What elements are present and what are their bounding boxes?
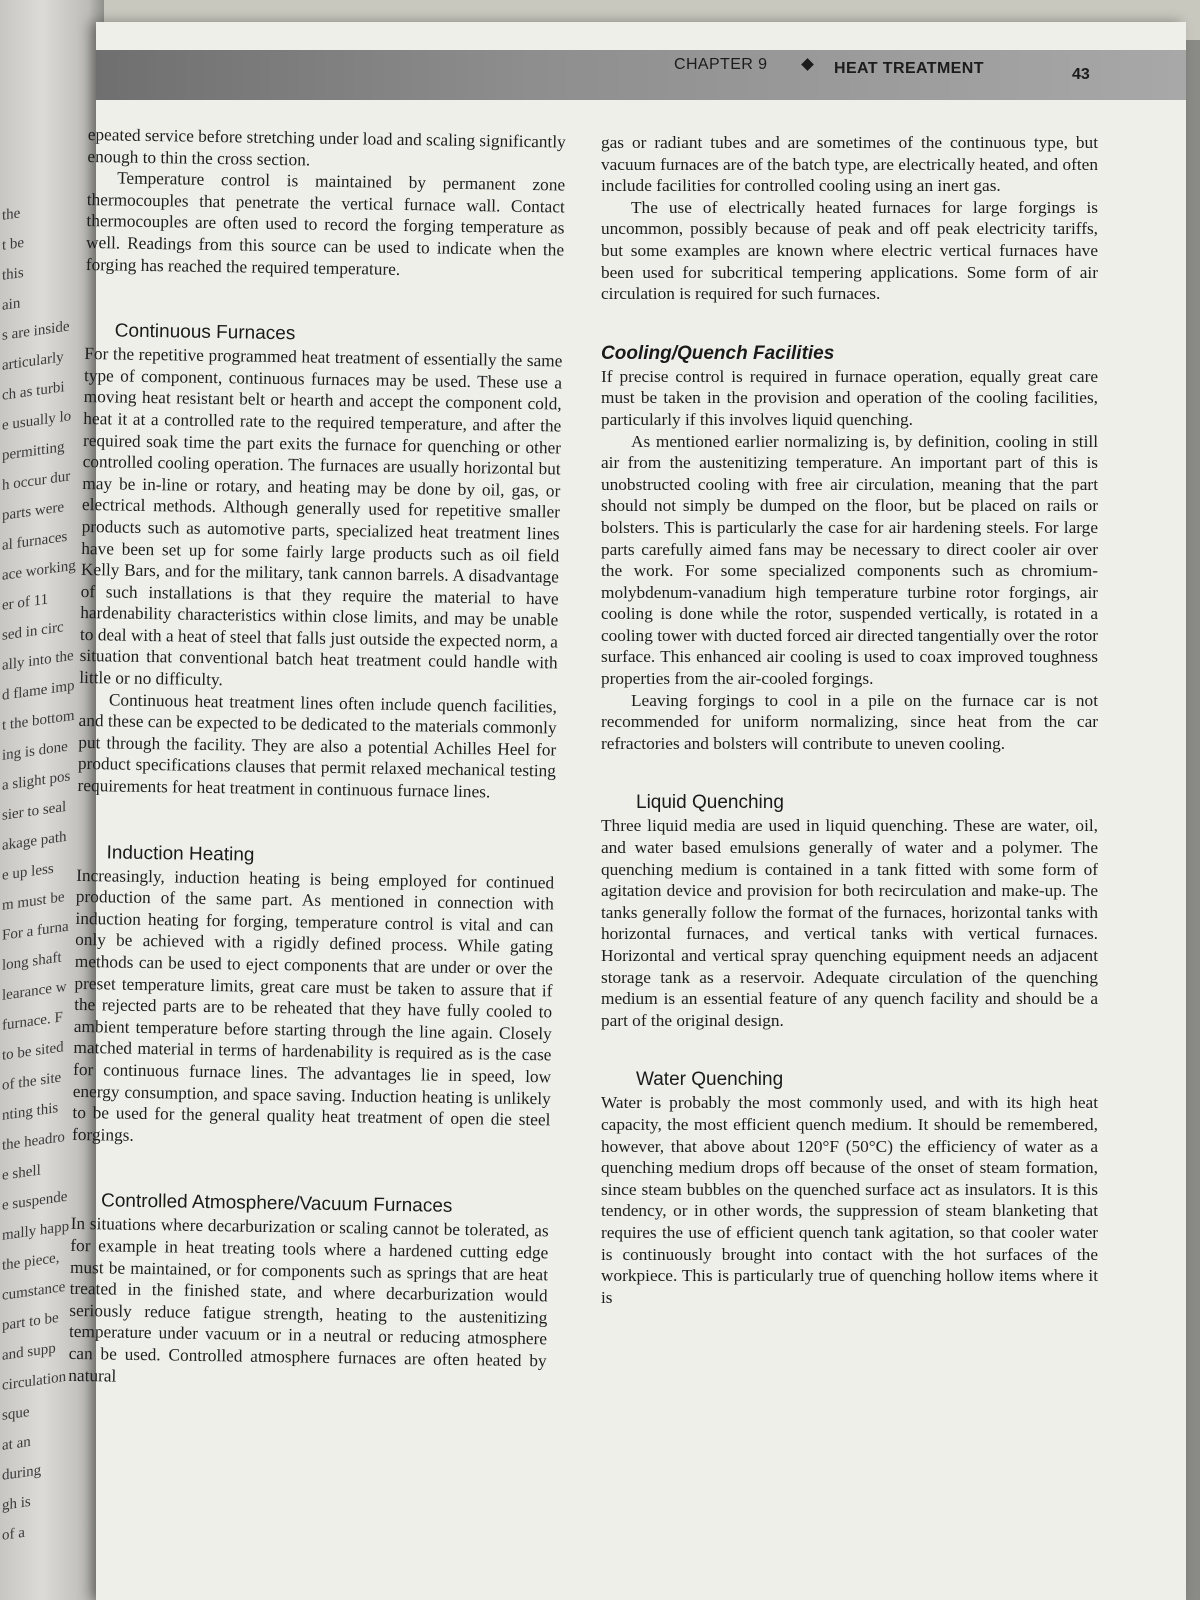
left-page-fragment: parts were — [2, 499, 65, 524]
section-heading-water-quenching: Water Quenching — [636, 1069, 784, 1091]
left-page-fragment: ally into the — [2, 647, 74, 674]
left-page-fragment: akage path — [2, 828, 67, 854]
paragraph: For the repetitive programmed heat treatment of essentially the same type of component, continuous furnaces may be used. These use a moving heat resistant belt or hearth and accept the component cold, heat it at a controlled rate to the required temperature, and after the required soak time the part exits the furnace for quenching or other controlled cooling operation. The furnaces are usually horizontal but may be in-line or rotary, and heating may be done by oil, gas, or electrical methods. Although generally used for repetitive smaller products such as automotive parts, specialized heat treatment lines have been set up for some fairly large products such as oil field Kelly Bars, and for the military, tank cannon barrels. A disadvantage of such installations is that they require the material to have hardenability characteristics within close limits, and may be unable to deal with a heat of steel that falls just outside the expected norm, a situation that conventional batch heat treatment could handle with little or no difficulty. — [79, 344, 563, 690]
section-heading-induction-heating: Induction Heating — [106, 842, 255, 866]
left-page-fragment: sier to seal — [2, 798, 67, 824]
left-page-fragment: h occur dur — [2, 468, 71, 494]
left-page-fragment: learance w — [2, 978, 67, 1004]
left-page-fragment: during — [2, 1462, 42, 1484]
left-page-fragment: gh is — [2, 1493, 31, 1514]
left-page-fragment: this — [2, 264, 24, 284]
left-page-fragment: circulation — [2, 1368, 67, 1394]
running-header-bar — [96, 50, 1186, 100]
left-page-fragment: articularly — [2, 349, 64, 374]
section-heading-continuous-furnaces: Continuous Furnaces — [114, 320, 296, 345]
paragraph: Temperature control is maintained by permanent zone thermocouples that penetrate the vertical furnace wall. Contact thermocouples are often used to record the forging temperature as well. Readings from this source can be used to indicate when the forging has reached the required temperature. — [85, 168, 566, 279]
left-page-fragment: ing is done — [2, 738, 68, 764]
paragraph: The use of electrically heated furnaces for large forgings is uncommon, possibly because of peak and off peak electricity tariffs, but some examples are known where electric vertical furnaces have been used for subcritical tempering applications. Some form of air circulation is required for such furnaces. — [601, 197, 1098, 304]
left-page-fragment: long shaft — [2, 949, 62, 974]
left-page-fragment: ain — [2, 295, 21, 314]
left-page-fragment: er of 11 — [2, 591, 49, 614]
left-page-fragment: sque — [2, 1404, 30, 1424]
left-page-fragment: furnace. F — [2, 1009, 63, 1034]
page-number: 43 — [1072, 66, 1090, 83]
section-heading-controlled-atmosphere: Controlled Atmosphere/Vacuum Furnaces — [100, 1190, 453, 1218]
left-page-fragment: the headro — [2, 1129, 65, 1154]
paragraph: Continuous heat treatment lines often include quench facilities, and these can be expected to be dedicated to the materials commonly put through the facility. They are also a potential Achilles Heel for product specifications clauses that permit relaxed mechanical testing requirements for heat treatment in continuous furnace lines. — [77, 690, 558, 802]
left-page-fragment: at an — [2, 1433, 31, 1454]
left-page-fragment: t be — [2, 234, 25, 254]
left-page-fragment: For a furna — [2, 918, 69, 944]
paragraph: Water is probably the most commonly used, and with its high heat capacity, the most efficient quench medium. It should be remembered, however, that above about 120°F (50°C) the efficiency of water as a quenching medium drops off because of the onset of steam formation, since steam bubbles on the quenched surface act as insulators. It is this tendency, or in other words, the suppression of steam blanketing that requires the use of efficient quench tank agitation, so that cooler water is continuously brought into contact with the hot surfaces of the workpiece. This is particularly true of quenching hollow items where it is — [601, 1093, 1098, 1307]
left-page-fragment: d flame imp — [2, 677, 75, 704]
chapter-label: CHAPTER 9 — [674, 56, 768, 73]
left-page-fragment: of the site — [2, 1069, 62, 1094]
left-page-fragment: cumstance — [2, 1278, 66, 1304]
section-heading-liquid-quenching: Liquid Quenching — [636, 792, 784, 814]
left-page-fragment: m must be — [2, 889, 65, 914]
left-page-fragment: e usually lo — [2, 408, 72, 434]
left-column — [68, 124, 566, 1393]
left-page-fragment: and supp — [2, 1340, 56, 1364]
left-page-fragment: al furnaces — [2, 528, 68, 554]
left-page-fragment: ace working — [2, 557, 76, 584]
left-page-fragment: of a — [2, 1524, 25, 1544]
paragraph: epeated service before stretching under load and scaling significantly enough to thin the cross section. — [87, 124, 566, 170]
left-page-fragment: part to be — [2, 1309, 59, 1334]
left-page-fragment: e up less — [2, 860, 54, 884]
left-page-fragment: ch as turbi — [2, 379, 65, 404]
left-page-fragment: e suspende — [2, 1188, 68, 1214]
paragraph: Increasingly, induction heating is being employed for continued production of the same part. As mentioned in connection with induction heating for forging, temperature control is vital and can only be achieved with a rigidly defined process. While gating methods can be used to eject components that are under or over the preset temperature limits, great care must be taken to assure that if the rejected parts are to be reheated that they have fully cooled to ambient temperature before starting through the line again. Closely matched material in terms of hardenability is required as is the case for continuous furnace lines. The advantages lie in speed, low energy consumption, and space saving. Induction heating is unlikely to be used for the general quality heat treatment of open die steel forgings. — [71, 865, 555, 1145]
left-page-fragment: s are inside — [2, 318, 70, 344]
paragraph: Three liquid media are used in liquid quenching. These are water, oil, and water based emulsions generally of water and a polymer. The quenching medium is contained in a tank fitted with some form of agitation device and provision for both recirculation and make-up. The tanks generally follow the format of the furnaces, horizontal tanks with horizontal furnaces, and vertical tanks with vertical furnaces. Horizontal and vertical spray quenching equipment needs an adjacent storage tank as a reservoir. Adequate circulation of the quenching medium is an essential feature of any quench facility and should be a part of the original design. — [601, 816, 1098, 1030]
left-page-fragment: t the bottom — [2, 707, 75, 734]
chapter-title: HEAT TREATMENT — [834, 60, 984, 77]
paragraph: If precise control is required in furnace operation, equally great care must be taken in the provision and operation of the cooling facilities, particularly if this involves liquid quenching. — [601, 366, 1098, 429]
left-page-fragment: the — [2, 205, 21, 224]
left-page-fragment: the piece, — [2, 1249, 60, 1274]
left-page-fragment: mally happ — [2, 1218, 70, 1244]
paragraph: gas or radiant tubes and are sometimes of the continuous type, but vacuum furnaces are of the batch type, are electrically heated, and often include facilities for controlled cooling using an inert gas. — [601, 133, 1098, 196]
left-page-fragment: sed in circ — [2, 619, 64, 644]
left-page-fragment: e shell — [2, 1162, 41, 1184]
left-page-fragment: a slight pos — [2, 768, 71, 794]
section-heading-cooling-quench: Cooling/Quench Facilities — [601, 342, 835, 364]
paragraph: In situations where decarburization or scaling cannot be tolerated, as for example in heat treating tools where a hardened cutting edge must be maintained, or for components such as springs that are heat treated in the finished state, and where decarburization would seriously reduce fatigue strength, heating to the austenitizing temperature under vacuum or in a neutral or reducing atmosphere can be used. Controlled atmosphere furnaces are often heated by natural — [68, 1214, 549, 1386]
book-page — [68, 22, 1186, 1600]
paragraph: Leaving forgings to cool in a pile on the furnace car is not recommended for uniform normalizing, since heat from the car refractories and bolsters will contribute to uneven cooling. — [601, 690, 1098, 753]
left-page-fragment: nting this — [2, 1099, 59, 1124]
left-page-fragment: permitting — [2, 439, 65, 464]
paragraph: As mentioned earlier normalizing is, by definition, cooling in still air from the austenitizing temperature. An important part of this is unobstructed cooling with free air circulation, meaning that the part should not simply be dumped on the floor, but be placed on rails or bolsters. This is particularly the case for air hardening steels. For large parts carefully aimed fans may be necessary to direct cooler air over the work. For some specialized components such as chromium-molybdenum-vanadium high temperature turbine rotor forgings, air cooling is done while the rotor, suspended vertically, is rotated in a cooling tower with ducted forced air directed tangentially over the rotor surface. This enhanced air cooling is used to coax improved toughness properties from the air-cooled forgings. — [601, 431, 1098, 689]
right-column — [601, 132, 1098, 1308]
left-page-fragment: to be sited — [2, 1039, 64, 1064]
